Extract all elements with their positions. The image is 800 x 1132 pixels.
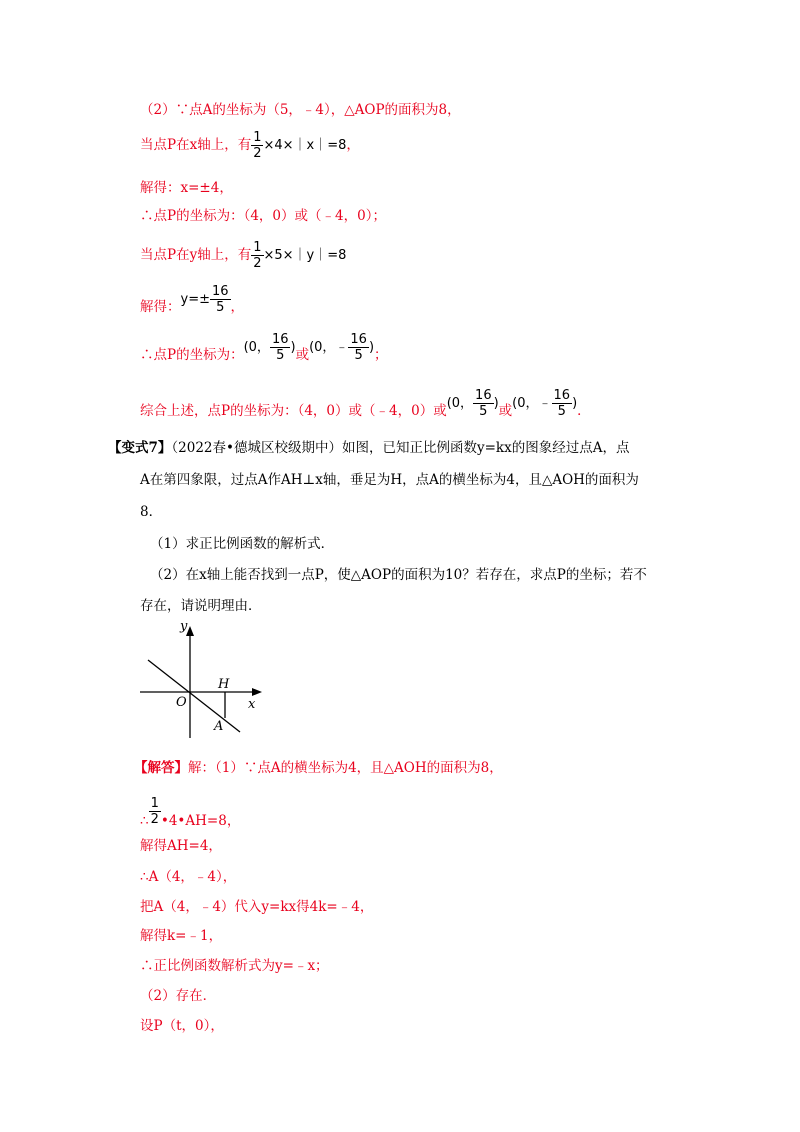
function-line: [148, 660, 240, 732]
area-expression: ×5×｜y｜=8: [263, 248, 347, 263]
fraction-half: $\frac{1}{2}$: [253, 240, 262, 271]
origin-label: O: [176, 695, 187, 710]
answer-line-2: ∴ $\frac{1}{2}$ •4•AH=8，: [140, 796, 241, 829]
y-axis-label: y: [180, 619, 188, 634]
part2-line-5: 当点P在y轴上，有 $\frac{1}{2}$ ×5×｜y｜=8: [140, 240, 347, 271]
fraction-16-5: $\frac{16}{5}$: [211, 284, 229, 315]
fraction-half: $\frac{1}{2}$: [150, 796, 159, 827]
x-axis-arrow: [252, 688, 262, 696]
x-axis-label: x: [248, 697, 256, 712]
problem-tag: 【变式7】: [108, 440, 172, 456]
problem-line-1: 【变式7】（2022春•德城区校级期中）如图，已知正比例函数y=kx的图象经过点A，点: [108, 440, 630, 456]
coordinate-figure: [136, 614, 276, 742]
question-2: （2）在x轴上能否找到一点P，使△AOP的面积为10？若存在，求点P的坐标；若不: [150, 567, 647, 583]
answer-line-6: 解得k=﹣1，: [140, 928, 223, 944]
answer-tag: 【解答】: [134, 760, 188, 776]
question-2-cont: 存在，请说明理由．: [140, 598, 262, 614]
answer-line-1: 【解答】解：（1）∵点A的横坐标为4，且△AOH的面积为8，: [134, 760, 503, 776]
fraction-16-5: $\frac{16}{5}$: [350, 332, 367, 363]
question-1: （1）求正比例函数的解析式．: [150, 536, 335, 552]
fraction-16-5: $\frac{16}{5}$: [475, 388, 492, 419]
part2-line-2: 当点P在x轴上，有 $\frac{1}{2}$ ×4×｜x｜=8，: [140, 130, 360, 161]
problem-line-3: 8．: [140, 504, 163, 520]
answer-line-8: （2）存在．: [140, 988, 217, 1004]
answer-line-3: 解得AH=4，: [140, 838, 222, 854]
answer-line-4: ∴A（4，﹣4），: [140, 869, 237, 885]
point-h-label: H: [218, 677, 230, 692]
point-a-label: A: [214, 719, 224, 734]
part2-line-7: ∴点P的坐标为：(0， $\frac{16}{5}$ )或(0，﹣ $\frac{16}{5}$ )；: [140, 332, 388, 363]
fraction-16-5: $\frac{16}{5}$: [553, 388, 571, 419]
part2-line-3: 解得：x=±4，: [140, 180, 233, 196]
answer-line-5: 把A（4，﹣4）代入y=kx得4k=﹣4，: [140, 899, 374, 915]
answer-line-9: 设P（t，0），: [140, 1018, 224, 1034]
part2-line-8: 综合上述，点P的坐标为：（4，0）或（﹣4，0）或(0， $\frac{16}{5}$ )或(0，﹣ $\frac{16}{5}$ )．: [140, 388, 591, 419]
fraction-half: $\frac{1}{2}$: [253, 130, 262, 161]
part2-line-4: ∴点P的坐标为：（4，0）或（﹣4，0）；: [140, 208, 386, 224]
area-expression: ×4×｜x｜=8: [263, 138, 347, 153]
part2-line-6: 解得：y=± $\frac{16}{5}$ ，: [140, 284, 245, 315]
answer-line-7: ∴正比例函数解析式为y=﹣x；: [140, 958, 329, 974]
part2-line-2-text: 当点P在x轴上，有: [140, 137, 252, 153]
part2-line-1: （2）∵点A的坐标为（5，﹣4），△AOP的面积为8，: [140, 102, 461, 118]
problem-line-2: A在第四象限，过点A作AH⊥x轴，垂足为H，点A的横坐标为4，且△AOH的面积为: [140, 472, 639, 488]
fraction-16-5: $\frac{16}{5}$: [271, 332, 289, 363]
